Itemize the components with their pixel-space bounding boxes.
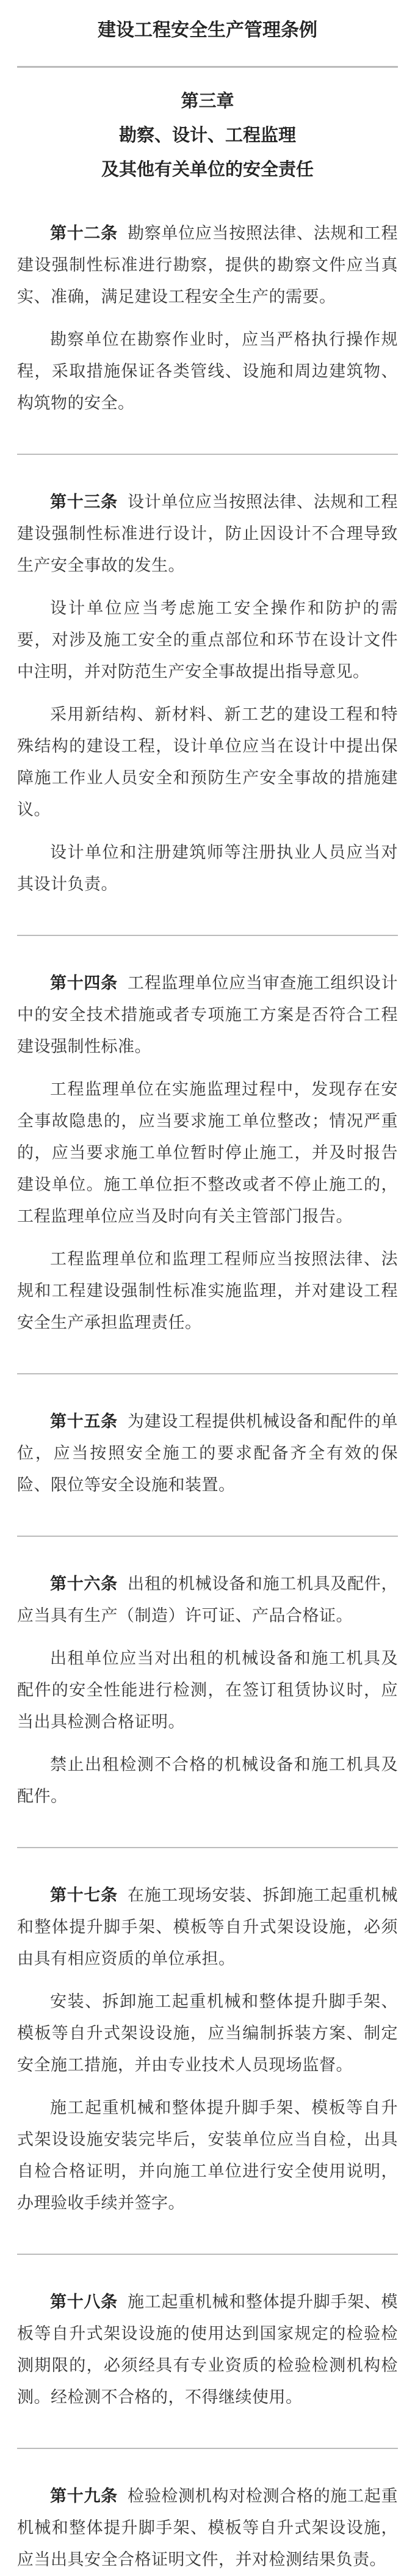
article-paragraph [17, 1569, 398, 1632]
article-paragraph: 设计单位应当考虑施工安全操作和防护的需要，对涉及施工安全的重点部位和环节在设计文件中注明，并对防范生产安全事故提出指导意见。 [17, 599, 398, 681]
article-paragraph: 勘察单位在勘察作业时，应当严格执行操作规程，采取措施保证各类管线、设施和周边建筑物、构筑物的安全。 [17, 330, 398, 413]
article-number: 第十六条 [50, 1575, 118, 1594]
section-divider [17, 1847, 398, 1848]
article-number: 第十八条 [50, 2293, 118, 2312]
article-text: 检验检测机构对检测合格的施工起重机械和整体提升脚手架、模板等自升式架设设施，应当出具安全合格证明文件，并对检测结果负责。 [17, 2487, 399, 2569]
article-paragraph: 禁止出租检测不合格的机械设备和施工机具及配件。 [17, 1755, 398, 1806]
article-text: 勘察单位应当按照法律、法规和工程建设强制性标准进行勘察，提供的勘察文件应当真实、准确，满足建设工程安全生产的需要。 [17, 224, 399, 307]
article-paragraph: 工程监理单位和监理工程师应当按照法律、法规和工程建设强制性标准实施监理，并对建设工程安全生产承担监理责任。 [17, 1250, 398, 1332]
chapter-number: 第三章 [181, 90, 234, 111]
article-number: 第十二条 [50, 224, 118, 243]
article-text: 工程监理单位应当审查施工组织设计中的安全技术措施或者专项施工方案是否符合工程建设强制性标准。 [17, 974, 399, 1056]
article-number: 第十五条 [50, 1412, 118, 1431]
article-number: 第十四条 [50, 974, 118, 993]
article-paragraph [17, 1406, 398, 1501]
article-paragraph [17, 968, 398, 1063]
section-divider [17, 935, 398, 936]
article-paragraph: 安装、拆卸施工起重机械和整体提升脚手架、模板等自升式架设设施，应当编制拆装方案、制定安全施工措施，并由专业技术人员现场监督。 [17, 1992, 398, 2075]
chapter-heading [17, 84, 398, 186]
article-paragraph [17, 2481, 398, 2576]
article-18 [17, 2287, 398, 2414]
article-paragraph [17, 2287, 398, 2414]
article-number: 第十七条 [50, 1886, 118, 1905]
chapter-title-line1: 勘察、设计、工程监理 [118, 125, 296, 145]
article-paragraph: 工程监理单位在实施监理过程中，发现存在安全事故隐患的，应当要求施工单位整改；情况严重的，应当要求施工单位暂时停止施工，并及时报告建设单位。施工单位拒不整改或者不停止施工的，工程监理单位应当及时向有关主管部门报告。 [17, 1080, 398, 1226]
section-divider [17, 454, 398, 455]
article-17 [17, 1880, 398, 2219]
article-text: 设计单位应当按照法律、法规和工程建设强制性标准进行设计，防止因设计不合理导致生产安全事故的发生。 [17, 493, 399, 575]
article-paragraph: 出租单位应当对出租的机械设备和施工机具及配件的安全性能进行检测，在签订租赁协议时，应当出具检测合格证明。 [17, 1649, 398, 1732]
article-text: 出租的机械设备和施工机具及配件，应当具有生产（制造）许可证、产品合格证。 [17, 1575, 399, 1625]
article-paragraph [17, 487, 398, 582]
article-text: 施工起重机械和整体提升脚手架、模板等自升式架设设施的使用达到国家规定的检验检测期限的，必须经具有专业资质的检验检测机构检测。经检测不合格的，不得继续使用。 [17, 2293, 399, 2407]
article-number: 第十九条 [50, 2487, 118, 2506]
article-number: 第十三条 [50, 493, 118, 512]
section-divider [17, 66, 398, 68]
article-paragraph [17, 1880, 398, 1975]
document-title: 建设工程安全生产管理条例 [98, 20, 317, 41]
article-19 [17, 2481, 398, 2576]
article-13 [17, 487, 398, 901]
section-divider [17, 1536, 398, 1537]
section-divider [17, 2448, 398, 2449]
section-divider [17, 1373, 398, 1374]
chapter-title-line2: 及其他有关单位的安全责任 [101, 159, 314, 180]
article-16 [17, 1569, 398, 1813]
article-paragraph: 采用新结构、新材料、新工艺的建设工程和特殊结构的建设工程，设计单位应当在设计中提出保障施工作业人员安全和预防生产安全事故的措施建议。 [17, 705, 398, 819]
section-divider [17, 2254, 398, 2255]
article-paragraph [17, 218, 398, 313]
article-14 [17, 968, 398, 1339]
article-text: 在施工现场安装、拆卸施工起重机械和整体提升脚手架、模板等自升式架设设施，必须由具有相应资质的单位承担。 [17, 1886, 399, 1968]
article-paragraph: 设计单位和注册建筑师等注册执业人员应当对其设计负责。 [17, 843, 398, 894]
article-12 [17, 218, 398, 419]
article-paragraph: 施工起重机械和整体提升脚手架、模板等自升式架设设施安装完毕后，安装单位应当自检，出具自检合格证明，并向施工单位进行安全使用说明，办理验收手续并签字。 [17, 2099, 398, 2213]
article-15 [17, 1406, 398, 1501]
article-text: 为建设工程提供机械设备和配件的单位，应当按照安全施工的要求配备齐全有效的保险、限位等安全设施和装置。 [17, 1412, 399, 1495]
